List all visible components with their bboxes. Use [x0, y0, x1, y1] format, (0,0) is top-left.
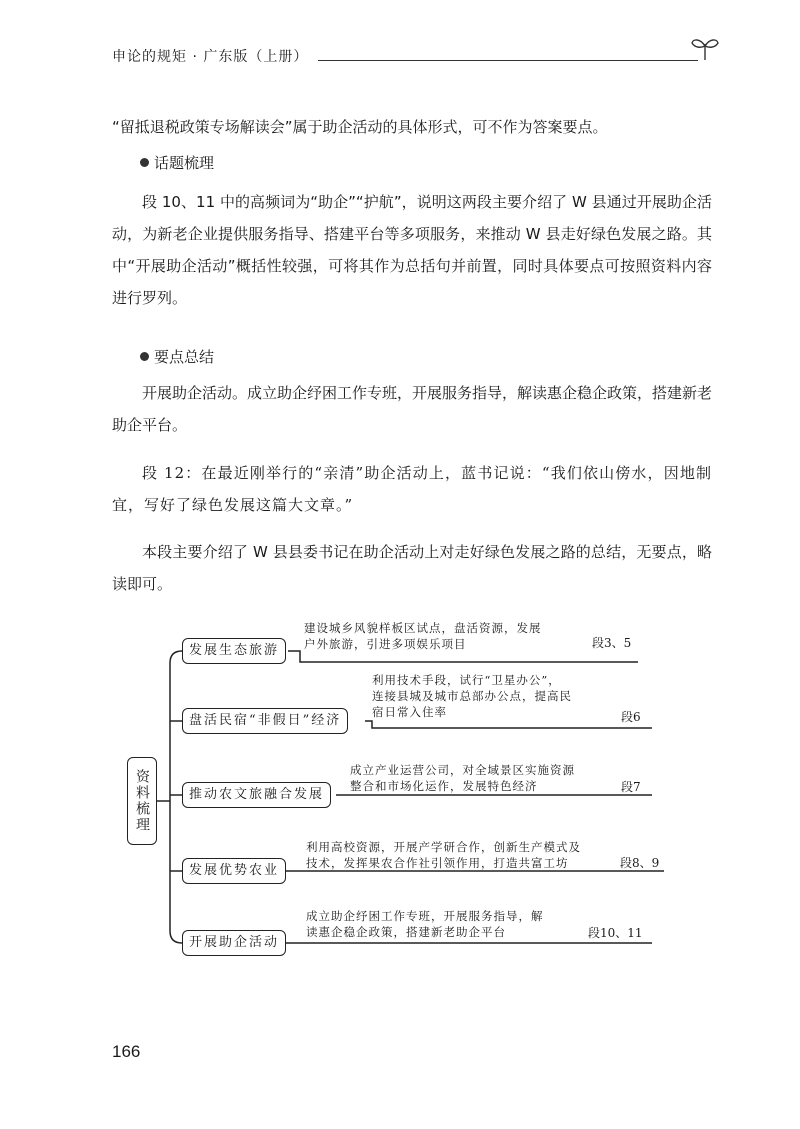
detail-line: 宿日常入住率: [372, 705, 447, 719]
paragraph-5: 本段主要介绍了 W 县县委书记在助企活动上对走好绿色发展之路的总结，无要点，略读即可。: [112, 543, 712, 593]
running-header: [112, 44, 712, 74]
detail-line: 成立产业运营公司，对全域景区实施资源: [350, 763, 575, 777]
branch-ref-3: 段7: [621, 780, 641, 794]
paragraph-1: “留抵退税政策专场解读会”属于助企活动的具体形式，可不作为答案要点。: [112, 118, 608, 136]
branch-ref-1: 段3、5: [592, 636, 632, 650]
page-number: 166: [112, 1042, 141, 1061]
summary-heading: [140, 345, 214, 369]
branch-node-3: 推动农文旅融合发展: [182, 782, 331, 808]
topic-heading: [140, 151, 214, 175]
trunk-line: [170, 651, 182, 943]
branch-ref-2: 段6: [621, 710, 641, 724]
branch-node-1: 发展生态旅游: [182, 638, 286, 664]
branch-node-5: 开展助企活动: [182, 930, 286, 956]
branch-detail-2: [372, 672, 572, 720]
detail-line: 成立助企纾困工作专班，开展服务指导，解: [306, 909, 544, 923]
detail-line: 整合和市场化运作，发展特色经济: [350, 779, 538, 793]
summary-heading-text: 要点总结: [154, 348, 215, 366]
sprout-icon: [690, 34, 720, 62]
header-rule: [318, 60, 698, 61]
topic-heading-text: 话题梳理: [154, 154, 215, 172]
detail-line: 读惠企稳企政策，搭建新老助企平台: [306, 925, 506, 939]
detail-line: 建设城乡风貌样板区试点，盘活资源，发展: [304, 621, 542, 635]
paragraph-4: 段 12：在最近刚举行的“亲清”助企活动上，蓝书记说：“我们依山傍水，因地制宜，写好了绿色发展这篇大文章。”: [112, 464, 712, 514]
branch-node-2: 盘活民宿“非假日”经济: [182, 708, 348, 734]
detail-line: 利用技术手段，试行“卫星办公”，: [372, 673, 561, 687]
branch-detail-1: [304, 620, 542, 652]
bullet-icon: [140, 352, 149, 361]
detail-line: 连接县城及城市总部办公点，提高民: [372, 689, 572, 703]
underline-2: [365, 721, 652, 728]
book-title: 申论的规矩 · 广东版（上册）: [112, 49, 309, 65]
branch-detail-3: [350, 762, 575, 794]
bullet-icon: [140, 158, 149, 167]
branch-ref-5: 段10、11: [588, 926, 643, 940]
detail-line: 户外旅游，引进多项娱乐项目: [304, 637, 467, 651]
branch-detail-5: [306, 908, 544, 940]
branch-detail-4: [306, 839, 581, 871]
branch-ref-4: 段8、9: [620, 856, 660, 870]
paragraph-2: 段 10、11 中的高频词为“助企”“护航”，说明这两段主要介绍了 W 县通过开展助企活动，为新老企业提供服务指导、搭建平台等多项服务，来推动 W 县走好绿色发展之路。其中“开展助企活动”概括性较强，可将其作为总括句并前置，同时具体要点可按照资料内容进行罗列。: [112, 193, 712, 307]
detail-line: 技术，发挥果农合作社引领作用，打造共富工坊: [306, 856, 569, 870]
underline-1: [288, 651, 638, 662]
detail-line: 利用高校资源，开展产学研合作，创新生产模式及: [306, 840, 581, 854]
branch-node-4: 发展优势农业: [182, 858, 286, 884]
paragraph-3: 开展助企活动。成立助企纾困工作专班，开展服务指导，解读惠企稳企政策，搭建新老助企平台。: [112, 384, 713, 434]
root-node: 资料梳理: [127, 757, 157, 845]
